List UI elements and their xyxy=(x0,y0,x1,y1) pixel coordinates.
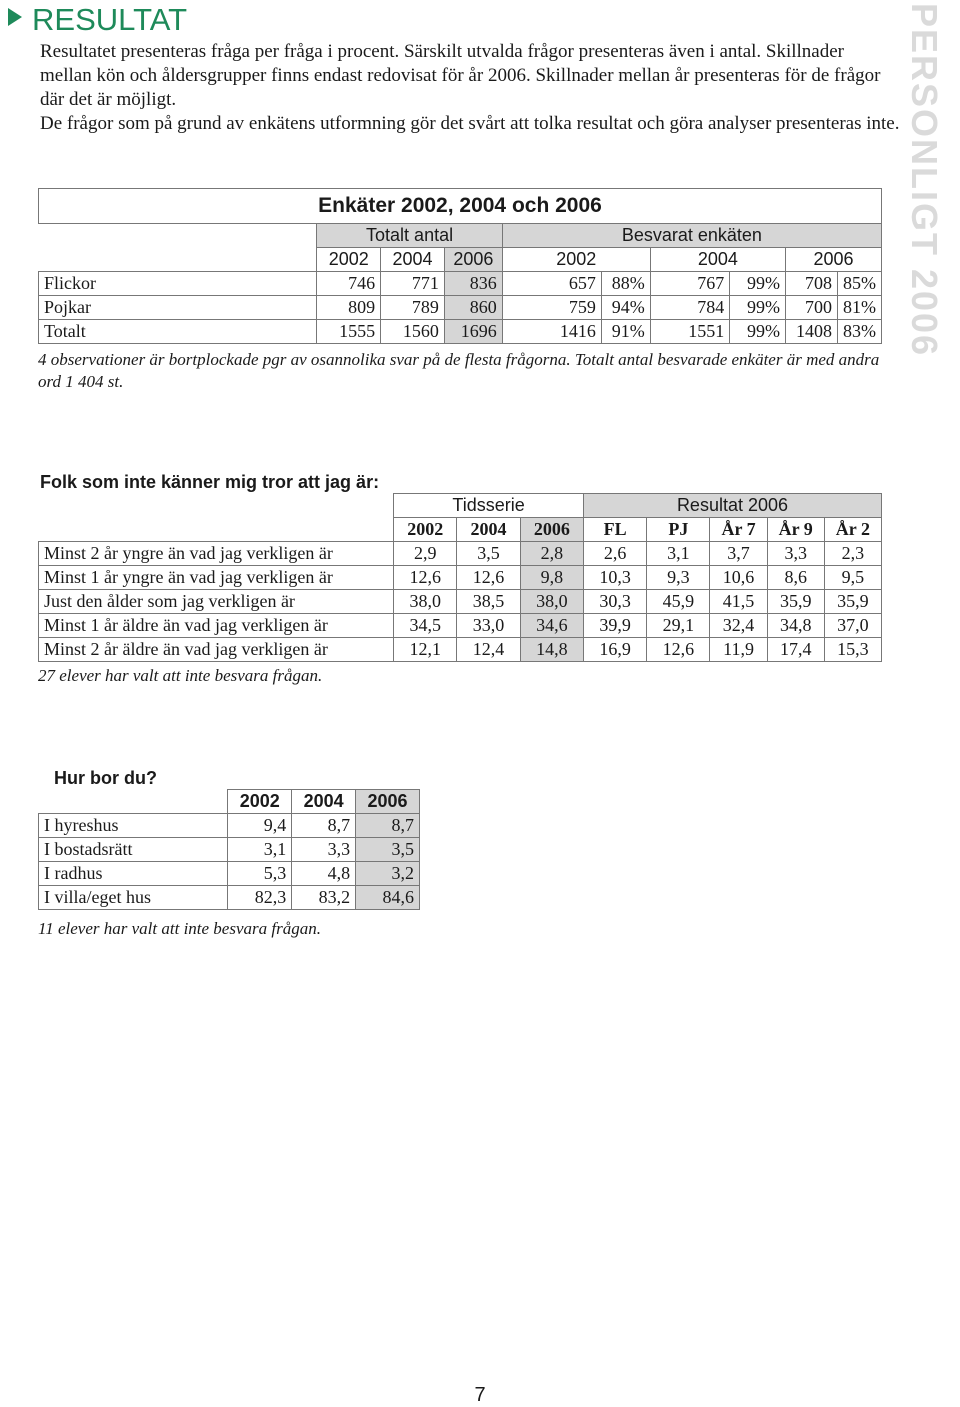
cell: 17,4 xyxy=(767,638,824,662)
perceived-age-table xyxy=(38,493,882,662)
cell: 41,5 xyxy=(710,590,767,614)
column-header: FL xyxy=(583,518,646,542)
cell: 9,5 xyxy=(824,566,881,590)
group-header: Totalt antal xyxy=(317,224,502,248)
cell: 38,0 xyxy=(520,590,583,614)
cell: 708 xyxy=(786,272,838,296)
cell: 860 xyxy=(444,296,502,320)
cell: 33,0 xyxy=(457,614,520,638)
group-header: Resultat 2006 xyxy=(583,494,881,518)
cell: 14,8 xyxy=(520,638,583,662)
cell: 9,8 xyxy=(520,566,583,590)
cell: 94% xyxy=(601,296,650,320)
cell: 83,2 xyxy=(292,886,356,910)
cell: 99% xyxy=(730,320,786,344)
year-header-row xyxy=(39,248,882,272)
row-label: Flickor xyxy=(39,272,317,296)
cell: 784 xyxy=(650,296,729,320)
cell: 12,6 xyxy=(394,566,457,590)
table-row xyxy=(39,614,882,638)
page-number: 7 xyxy=(474,1384,486,1406)
cell: 767 xyxy=(650,272,729,296)
column-header-row xyxy=(39,790,420,814)
cell: 2,6 xyxy=(583,542,646,566)
cell: 1555 xyxy=(317,320,381,344)
cell: 809 xyxy=(317,296,381,320)
cell: 34,5 xyxy=(394,614,457,638)
table-row xyxy=(39,296,882,320)
side-label-text: PERSONLIGT 2006 xyxy=(904,2,945,358)
cell: 12,4 xyxy=(457,638,520,662)
survey-count-table xyxy=(38,188,882,344)
cell: 45,9 xyxy=(647,590,710,614)
year-header: 2004 xyxy=(650,248,785,272)
year-header: 2006 xyxy=(444,248,502,272)
cell: 657 xyxy=(502,272,601,296)
page-heading xyxy=(8,2,187,38)
year-header: 2002 xyxy=(502,248,650,272)
row-label: Minst 1 år äldre än vad jag verkligen är xyxy=(39,614,394,638)
table-row xyxy=(39,638,882,662)
cell: 1696 xyxy=(444,320,502,344)
cell: 83% xyxy=(837,320,881,344)
column-header: År 2 xyxy=(824,518,881,542)
group-header-row xyxy=(39,494,882,518)
housing-table xyxy=(38,789,420,910)
row-label: I radhus xyxy=(39,862,228,886)
cell: 85% xyxy=(837,272,881,296)
cell: 10,3 xyxy=(583,566,646,590)
cell: 836 xyxy=(444,272,502,296)
cell: 8,7 xyxy=(356,814,420,838)
cell: 2,8 xyxy=(520,542,583,566)
cell: 32,4 xyxy=(710,614,767,638)
cell: 9,3 xyxy=(647,566,710,590)
row-label: Minst 2 år yngre än vad jag verkligen är xyxy=(39,542,394,566)
cell: 700 xyxy=(786,296,838,320)
row-label: Totalt xyxy=(39,320,317,344)
table-row xyxy=(39,590,882,614)
cell: 35,9 xyxy=(824,590,881,614)
cell: 12,6 xyxy=(647,638,710,662)
column-header: 2004 xyxy=(292,790,356,814)
year-header: 2006 xyxy=(786,248,882,272)
cell: 81% xyxy=(837,296,881,320)
cell: 84,6 xyxy=(356,886,420,910)
column-header: 2006 xyxy=(356,790,420,814)
column-header: År 9 xyxy=(767,518,824,542)
cell: 5,3 xyxy=(228,862,292,886)
table-note: 11 elever har valt att inte besvara frågan. xyxy=(38,919,321,938)
cell: 99% xyxy=(730,296,786,320)
table-row xyxy=(39,542,882,566)
cell: 39,9 xyxy=(583,614,646,638)
row-label: Minst 2 år äldre än vad jag verkligen är xyxy=(39,638,394,662)
intro-paragraph: De frågor som på grund av enkätens utformning gör det svårt att tolka resultat och göra analyser presenteras inte. xyxy=(40,113,900,134)
intro-paragraph: Resultatet presenteras fråga per fråga i procent. Särskilt utvalda frågor presenteras även i antal. Skillnader mellan kön och åldersgrupper finns endast redovisat för år 2006. Skillnader mellan år presenteras för de frågor där det är möjligt. xyxy=(40,41,881,110)
cell: 29,1 xyxy=(647,614,710,638)
cell: 3,3 xyxy=(767,542,824,566)
cell: 35,9 xyxy=(767,590,824,614)
group-header-row xyxy=(39,224,882,248)
column-header: 2006 xyxy=(520,518,583,542)
cell: 15,3 xyxy=(824,638,881,662)
cell: 3,3 xyxy=(292,838,356,862)
row-label: Minst 1 år yngre än vad jag verkligen är xyxy=(39,566,394,590)
table-row xyxy=(39,566,882,590)
cell: 38,0 xyxy=(394,590,457,614)
row-label: I bostadsrätt xyxy=(39,838,228,862)
cell: 3,5 xyxy=(356,838,420,862)
column-header: 2004 xyxy=(457,518,520,542)
cell: 11,9 xyxy=(710,638,767,662)
table-row xyxy=(39,320,882,344)
cell: 3,7 xyxy=(710,542,767,566)
cell: 4,8 xyxy=(292,862,356,886)
heading-text: RESULTAT xyxy=(32,2,188,37)
cell: 789 xyxy=(381,296,445,320)
cell: 3,5 xyxy=(457,542,520,566)
cell: 8,7 xyxy=(292,814,356,838)
column-header-row xyxy=(39,518,882,542)
cell: 9,4 xyxy=(228,814,292,838)
intro-text xyxy=(40,40,900,136)
cell: 37,0 xyxy=(824,614,881,638)
cell: 12,6 xyxy=(457,566,520,590)
table-title: Enkäter 2002, 2004 och 2006 xyxy=(39,189,882,224)
arrow-icon xyxy=(8,8,22,26)
cell: 2,3 xyxy=(824,542,881,566)
side-label xyxy=(888,0,960,360)
cell: 12,1 xyxy=(394,638,457,662)
column-header: År 7 xyxy=(710,518,767,542)
year-header: 2002 xyxy=(317,248,381,272)
cell: 16,9 xyxy=(583,638,646,662)
table-row xyxy=(39,272,882,296)
row-label: I villa/eget hus xyxy=(39,886,228,910)
cell: 1416 xyxy=(502,320,601,344)
column-header: 2002 xyxy=(228,790,292,814)
cell: 746 xyxy=(317,272,381,296)
cell: 91% xyxy=(601,320,650,344)
cell: 30,3 xyxy=(583,590,646,614)
cell: 2,9 xyxy=(394,542,457,566)
column-header: 2002 xyxy=(394,518,457,542)
cell: 38,5 xyxy=(457,590,520,614)
cell: 1408 xyxy=(786,320,838,344)
cell: 34,8 xyxy=(767,614,824,638)
cell: 10,6 xyxy=(710,566,767,590)
table-title-row xyxy=(39,189,882,224)
cell: 8,6 xyxy=(767,566,824,590)
table-row xyxy=(39,886,420,910)
year-header: 2004 xyxy=(381,248,445,272)
group-header: Tidsserie xyxy=(394,494,584,518)
cell: 1551 xyxy=(650,320,729,344)
section-title: Hur bor du? xyxy=(54,768,157,788)
cell: 99% xyxy=(730,272,786,296)
table-row xyxy=(39,814,420,838)
cell: 771 xyxy=(381,272,445,296)
cell: 1560 xyxy=(381,320,445,344)
cell: 34,6 xyxy=(520,614,583,638)
group-header: Besvarat enkäten xyxy=(502,224,881,248)
table-note: 4 observationer är bortplockade pgr av osannolika svar på de flesta frågorna. Totalt antal besvarade enkäter är med andra ord 1 404 st. xyxy=(38,350,880,391)
table-note: 27 elever har valt att inte besvara frågan. xyxy=(38,666,323,685)
cell: 82,3 xyxy=(228,886,292,910)
row-label: Pojkar xyxy=(39,296,317,320)
column-header: PJ xyxy=(647,518,710,542)
cell: 3,2 xyxy=(356,862,420,886)
section-title: Folk som inte känner mig tror att jag är: xyxy=(40,472,380,492)
cell: 3,1 xyxy=(647,542,710,566)
table-row xyxy=(39,838,420,862)
cell: 759 xyxy=(502,296,601,320)
table-row xyxy=(39,862,420,886)
row-label: Just den ålder som jag verkligen är xyxy=(39,590,394,614)
cell: 88% xyxy=(601,272,650,296)
row-label: I hyreshus xyxy=(39,814,228,838)
cell: 3,1 xyxy=(228,838,292,862)
